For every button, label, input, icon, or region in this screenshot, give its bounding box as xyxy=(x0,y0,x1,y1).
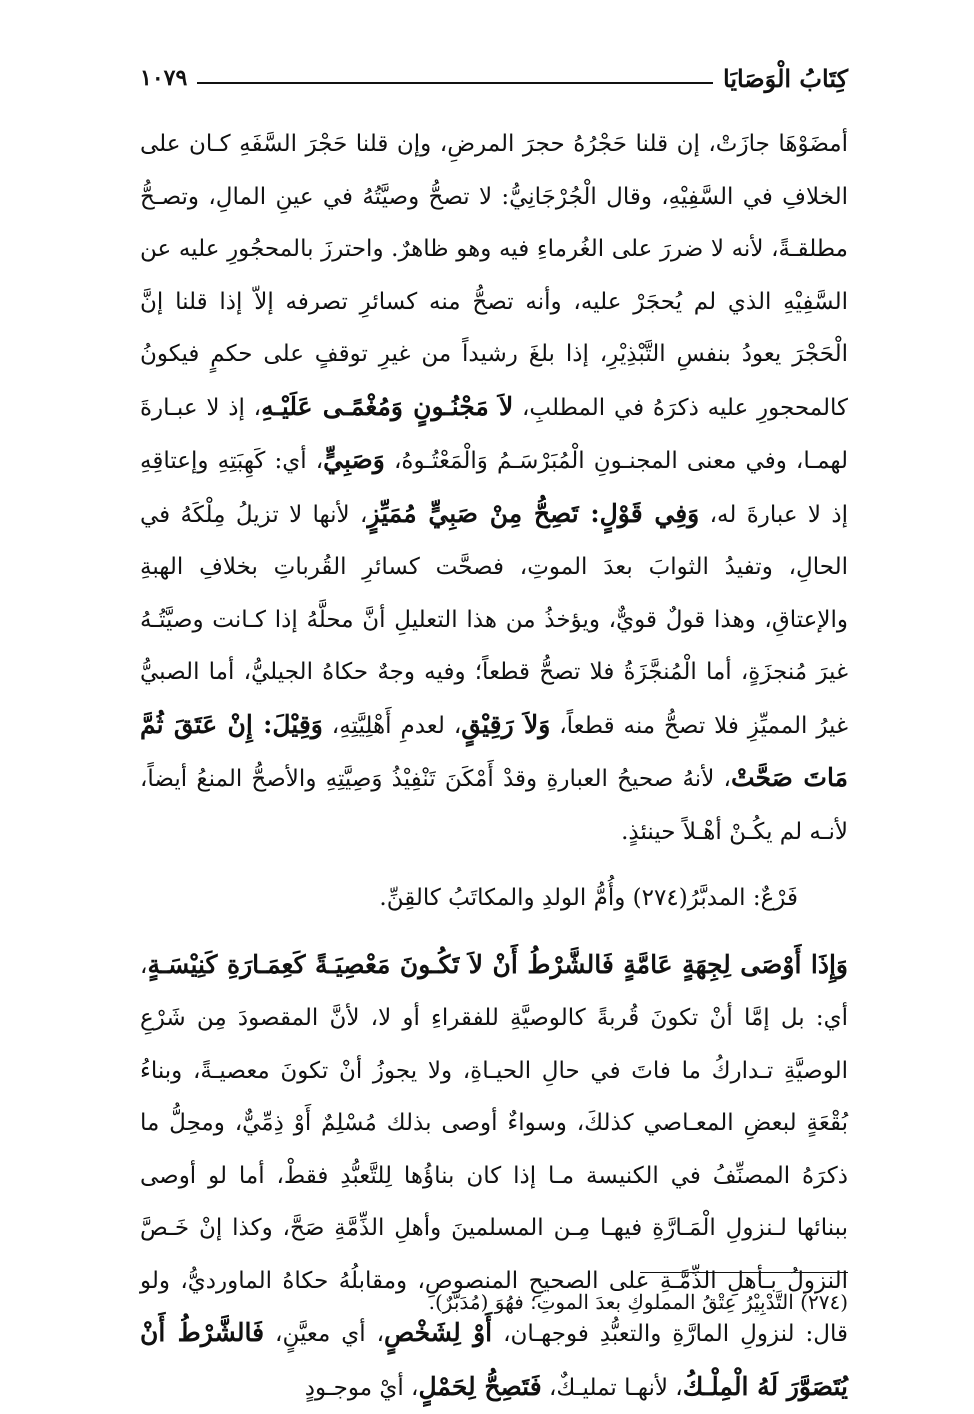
matn-segment: وَصَبِيٍّ xyxy=(323,445,385,474)
text-segment: ، لعدمِ أَهْلِيَّتِهِ، xyxy=(323,713,461,739)
running-title: كِتَابُ الْوَصَايَا xyxy=(723,64,848,93)
matn-segment: فَالشَّرْطُ أَنْ يُتَصَوَّرَ لَهُ الْمِلْـكُ xyxy=(140,1318,848,1401)
matn-segment: وَقِيْلَ: إِنْ عَتَقَ ثُمَّ مَاتَ صَحَّتْ xyxy=(140,710,848,793)
text-segment: ، لأنها لا تزيلُ مِلْكَهُ في الحالِ، وتفيدُ الثوابَ بعدَ الموتِ، فصحَّت كسائرِ القُرباتِ بخلافِ الهبةِ والإعتاقِ، وهذا قولٌ قويٌّ، ويؤخذُ من هذا التعليلِ أنَّ محلَّهُ إذا كـانت وصيَّتُـهُ غيرَ مُنجزَةٍ، أما الْمُنجَّزَةُ فلا تصحُّ قطعاً؛ وفيه وجهٌ حكاهُ الجيليُّ، أما الصبيُّ غيرُ المميِّزِ فلا تصحُّ منه قطعاً، xyxy=(140,502,848,739)
text-segment: فَرْعٌ: المدبَّرُ(٢٧٤) وأُمُّ الولدِ والمكاتَبُ كالقِنِّ. xyxy=(379,885,798,911)
text-segment: ، أي: كَهِبَتِهِ وإعتاقِهِ إذ لا عبارةَ له، xyxy=(140,448,848,528)
text-segment: ، إذ لا عبـارةَ لهمـا، وفي معنى المجنـونِ الْمُبَرْسَـمُ وَالْمَعْتُـوهُ، xyxy=(140,395,848,475)
text-segment: ، أي: بل إمَّا أنْ تكونَ قُربةً كالوصيَّةِ للفقراءِ أو لا، لأنَّ المقصودَ مِن شَرْعِ الوصيَّةِ تـداركُ ما فاتَ في حالِ الحيـاةِ، ولا يجوزُ أنْ تكونَ معصيـةً، وبناءُ بُقْعَةٍ لبعضِ المعـاصي كذلكَ، وسواءٌ أوصى بذلك مُسْلِمٌ أَوْ ذِمِّيٌّ، ومحِلُّ ما ذكرَهُ المصنِّفُ في الكنيسة مـا إذا كان بناؤُها لِلتَّعبُّدِ فقطْ، أما لو أوصى ببنائها لـنزولِ الْمَـارَّةِ فيهـا مِـن المسلمينَ وأهلِ الذِّمَّةِ صَحَّ، وكذا إنْ خَـصَّ النزولُ بـأهلِ الذِّمَّـةِ على الصحيحِ المنصوصِ، ومقابلُهُ حكاهُ الماورديُّ، ولو قال: لنزولِ المارَّةِ والتعبُّدِ فوجهـان، xyxy=(140,953,848,1348)
text-segment: ، لأنهُ صحيحُ العبارةِ وقدْ أَمْكَنَ تَنْفِيْذُ وَصِيَّتِهِ والأصحُّ المنعُ أيضاً، لأنـه لم يكُـنْ أهْـلاً حينئذٍ. xyxy=(140,766,848,845)
text-segment: ، أيْ موجـودٍ xyxy=(305,1375,419,1401)
paragraph-public-bequest xyxy=(140,939,848,1414)
paragraph-branch-note xyxy=(140,872,848,925)
footnote-rule xyxy=(640,1272,848,1273)
text-segment: ، لأنهـا تمليـكٌ، xyxy=(542,1375,683,1401)
text-segment: ، أي معيَّنٍ، xyxy=(264,1321,384,1347)
matn-segment: وَلاَ رَقِيْقٍ xyxy=(461,710,550,739)
page-header xyxy=(140,58,848,98)
matn-segment: أَوْ لِشَخْصٍ xyxy=(384,1318,492,1347)
page-number: ١٠٧٩ xyxy=(140,65,187,91)
matn-segment: لاَ مَجْنُـونٍ وَمُغْمًـى عَلَيْـهِ xyxy=(261,392,513,421)
page-body xyxy=(140,118,848,1414)
matn-segment: فَتَصِحُّ لِحَمْلٍ xyxy=(419,1372,542,1401)
text-segment: أمضَوْهَا جازَتْ، إن قلنا حَجْرُهُ حجرَ المرضِ، وإن قلنا حَجْرَ السَّفَهِ كـان على الخلافِ في السَّفِيْهِ، وقال الْجُرْجَانِيُّ: لا تصحُّ وصيَّتُهُ في عينِ المالِ، وتصـحُّ مطلقـةً، لأنه لا ضررَ على الغُرماءِ فيه وهو ظاهرٌ. واحترزَ بالمحجُورِ عليه عن السَّفِيْهِ الذي لم يُحجَرْ عليه، وأنه تصحُّ منه كسائرِ تصرفه إلاّ إذا قلنا إنَّ الْحَجْرَ يعودُ بنفسِ التَّبْذِيْرِ، إذا بلغَ رشيداً من غيرِ توقفٍ على حكمٍ فيكونُ كالمحجورِ عليه ذكرَهُ في المطلبِ، xyxy=(140,131,848,421)
header-rule xyxy=(197,82,713,84)
paragraph-will-conditions xyxy=(140,118,848,858)
matn-segment: وَفِي قَوْلٍ: تَصِحُّ مِنْ صَبِيٍّ مُمَيِّزٍ xyxy=(367,499,699,528)
footnote: (٢٧٤) التَّدْبِيْرُ عِتْقُ المملوكِ بعدَ الموتِ؛ فهُوَ (مُدَبَّرٌ). xyxy=(140,1286,848,1318)
matn-segment: وَإِذَا أَوْصَى لِجِهَةٍ عَامَّةٍ فَالشَّرْطُ أَنْ لاَ تَكُـونَ مَعْصِيَـةً كَعِمَـارَةِ كَنِيْسَـةٍ xyxy=(147,950,848,979)
